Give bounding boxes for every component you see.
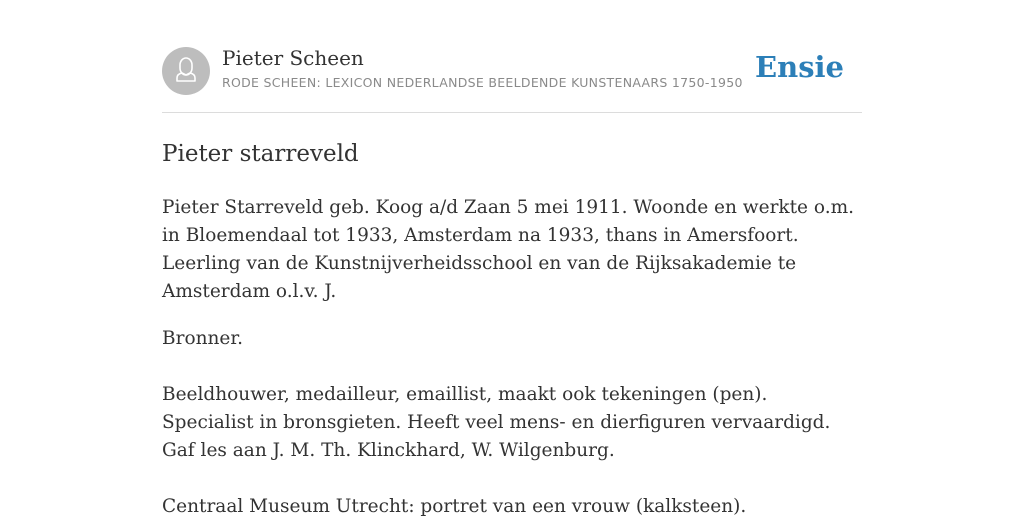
- article-paragraph: Bronner. Beeldhouwer, medailleur, emaillist, maakt ook tekeningen (pen). Specialist in bronsgieten. Heeft veel mens- en dierfiguren vervaardigd. Gaf les aan J. M. Th. Klinckhard, W. Wilgenburg. Centraal Museum Utrecht: portret van een vrouw (kalksteen).: [162, 328, 831, 517]
- ensie-logo[interactable]: Ensie: [755, 50, 844, 84]
- article-card: [162, 0, 862, 521]
- source-label[interactable]: RODE SCHEEN: LEXICON NEDERLANDSE BEELDENDE KUNSTENAARS 1750-1950: [222, 75, 743, 90]
- user-avatar-icon[interactable]: [162, 47, 210, 95]
- article-paragraph: Pieter Starreveld geb. Koog a/d Zaan 5 mei 1911. Woonde en werkte o.m. in Bloemendaal tot 1933, Amsterdam na 1933, thans in Amersfoort. Leerling van de Kunstnijverheidsschool en van de Rijksakademie te Amsterdam o.l.v. J.: [162, 197, 855, 302]
- article-header: [162, 0, 862, 113]
- article-title: Pieter starreveld: [162, 141, 359, 167]
- author-name[interactable]: Pieter Scheen: [222, 46, 364, 70]
